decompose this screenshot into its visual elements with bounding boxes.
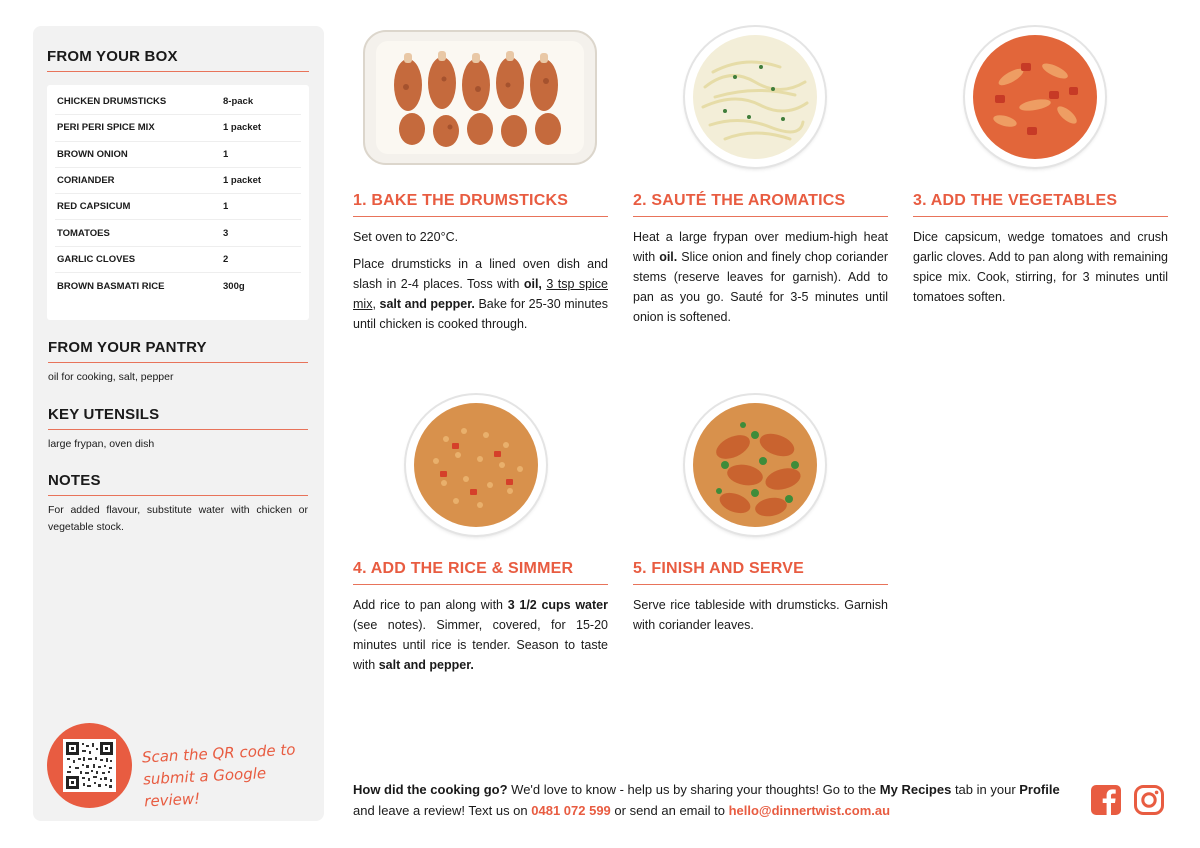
step-4-body	[353, 595, 608, 675]
from-your-pantry-section	[48, 339, 308, 386]
ingredient-row	[55, 89, 301, 115]
step-divider	[633, 584, 888, 585]
notes-text: For added flavour, substitute water with chicken or vegetable stock.	[48, 504, 308, 533]
pantry-text: oil for cooking, salt, pepper	[48, 371, 174, 383]
my-recipes-link[interactable]: My Recipes	[879, 782, 952, 797]
ingredient-name: BROWN BASMATI RICE	[57, 280, 165, 292]
ingredient-row	[55, 247, 301, 273]
instagram-icon[interactable]	[1133, 784, 1165, 816]
ingredient-name: RED CAPSICUM	[57, 201, 131, 213]
step-1-photo	[360, 27, 600, 168]
section-divider	[48, 362, 308, 363]
step-1-title: 1. BAKE THE DRUMSTICKS	[353, 192, 569, 209]
step-3-paragraph-1: Dice capsicum, wedge tomatoes and crush garlic cloves. Add to pan along with remaining spice mix. Cook, stirring, for 3 minutes until tomatoes soften.	[913, 230, 1168, 304]
notes-section	[48, 472, 308, 536]
step-1-body	[353, 227, 608, 334]
step-5-photo	[685, 395, 825, 535]
section-divider	[47, 71, 309, 72]
step-divider	[353, 584, 608, 585]
step-1-paragraph-1: Set oven to 220°C.	[353, 230, 459, 244]
step-3-body	[913, 227, 1168, 307]
step-2-photo	[685, 27, 825, 167]
phone-link[interactable]: 0481 072 599	[531, 803, 611, 818]
ingredient-quantity: 1 packet	[223, 175, 262, 187]
ingredient-row	[55, 168, 301, 194]
qr-cta-line-2: submit a Google review!	[142, 764, 267, 811]
ingredient-row	[55, 220, 301, 246]
step-1	[353, 192, 608, 341]
footer-review-message: How did the cooking go? We'd love to know - help us by sharing your thoughts! Go to the My Recipes tab in your Profile and leave a review! Text us on 0481 072 599 or send an email to hello@dinnertwist.com.au	[353, 782, 1060, 818]
step-2-body	[633, 227, 888, 327]
step-2-title: 2. SAUTÉ THE AROMATICS	[633, 192, 846, 209]
step-5-title: 5. FINISH AND SERVE	[633, 560, 804, 577]
notes-title: NOTES	[48, 472, 101, 489]
ingredient-quantity: 1	[223, 148, 229, 160]
step-5-body	[633, 595, 888, 635]
ingredient-quantity: 1	[223, 201, 229, 213]
ingredient-quantity: 2	[223, 253, 229, 265]
step-3-photo	[965, 27, 1105, 167]
step-4-photo	[406, 395, 546, 535]
ingredient-quantity: 300g	[223, 280, 245, 292]
ingredient-row	[55, 273, 301, 299]
utensils-text: large frypan, oven dish	[48, 438, 155, 450]
step-divider	[913, 216, 1168, 217]
from-your-pantry-title: FROM YOUR PANTRY	[48, 339, 207, 356]
step-4	[353, 560, 608, 682]
step-4-title: 4. ADD THE RICE & SIMMER	[353, 560, 574, 577]
ingredient-name: BROWN ONION	[57, 148, 128, 160]
ingredient-row	[55, 115, 301, 141]
section-divider	[48, 429, 308, 430]
footer-question: How did the cooking go?	[353, 782, 508, 797]
qr-badge[interactable]	[47, 723, 132, 808]
ingredient-name: CHICKEN DRUMSTICKS	[57, 96, 167, 108]
step-divider	[353, 216, 608, 217]
step-4-paragraph-1: Add rice to pan along with 3 1/2 cups water (see notes). Simmer, covered, for 15-20 minutes until rice is tender. Season to taste with salt and pepper.	[353, 598, 608, 672]
section-divider	[48, 495, 308, 496]
key-utensils-section	[48, 406, 308, 453]
ingredient-name: TOMATOES	[57, 227, 110, 239]
qr-code-icon[interactable]	[63, 739, 116, 792]
ingredient-name: PERI PERI SPICE MIX	[57, 122, 155, 134]
from-your-box-title: FROM YOUR BOX	[47, 48, 178, 65]
facebook-icon[interactable]	[1090, 784, 1122, 816]
step-3	[913, 192, 1168, 314]
qr-cta-line-1: Scan the QR code to	[141, 740, 296, 767]
step-1-paragraph-2: Place drumsticks in a lined oven dish and slash in 2-4 places. Toss with oil, 3 tsp spice mix, salt and pepper. Bake for 25-30 minutes until chicken is cooked through.	[353, 257, 608, 331]
ingredient-row	[55, 142, 301, 168]
step-2	[633, 192, 888, 334]
key-utensils-title: KEY UTENSILS	[48, 406, 160, 423]
step-divider	[633, 216, 888, 217]
ingredients-table	[47, 85, 309, 320]
email-link[interactable]: hello@dinnertwist.com.au	[728, 803, 891, 818]
ingredient-quantity: 8-pack	[223, 96, 254, 108]
ingredient-name: GARLIC CLOVES	[57, 253, 136, 265]
profile-link[interactable]: Profile	[1019, 782, 1060, 797]
step-5	[633, 560, 888, 642]
from-your-box-section	[47, 48, 309, 72]
sidebar	[33, 26, 324, 821]
ingredient-quantity: 3	[223, 227, 229, 239]
step-3-title: 3. ADD THE VEGETABLES	[913, 192, 1118, 209]
ingredient-row	[55, 194, 301, 220]
ingredient-name: CORIANDER	[57, 175, 115, 187]
step-5-paragraph-1: Serve rice tableside with drumsticks. Garnish with coriander leaves.	[633, 598, 888, 632]
step-2-paragraph-1: Heat a large frypan over medium-high heat with oil. Slice onion and finely chop coriander stems (reserve leaves for garnish). Add to pan as you go. Sauté for 3-5 minutes until onion is softened.	[633, 230, 888, 324]
qr-review-cta	[141, 738, 314, 813]
ingredient-quantity: 1 packet	[223, 122, 262, 134]
